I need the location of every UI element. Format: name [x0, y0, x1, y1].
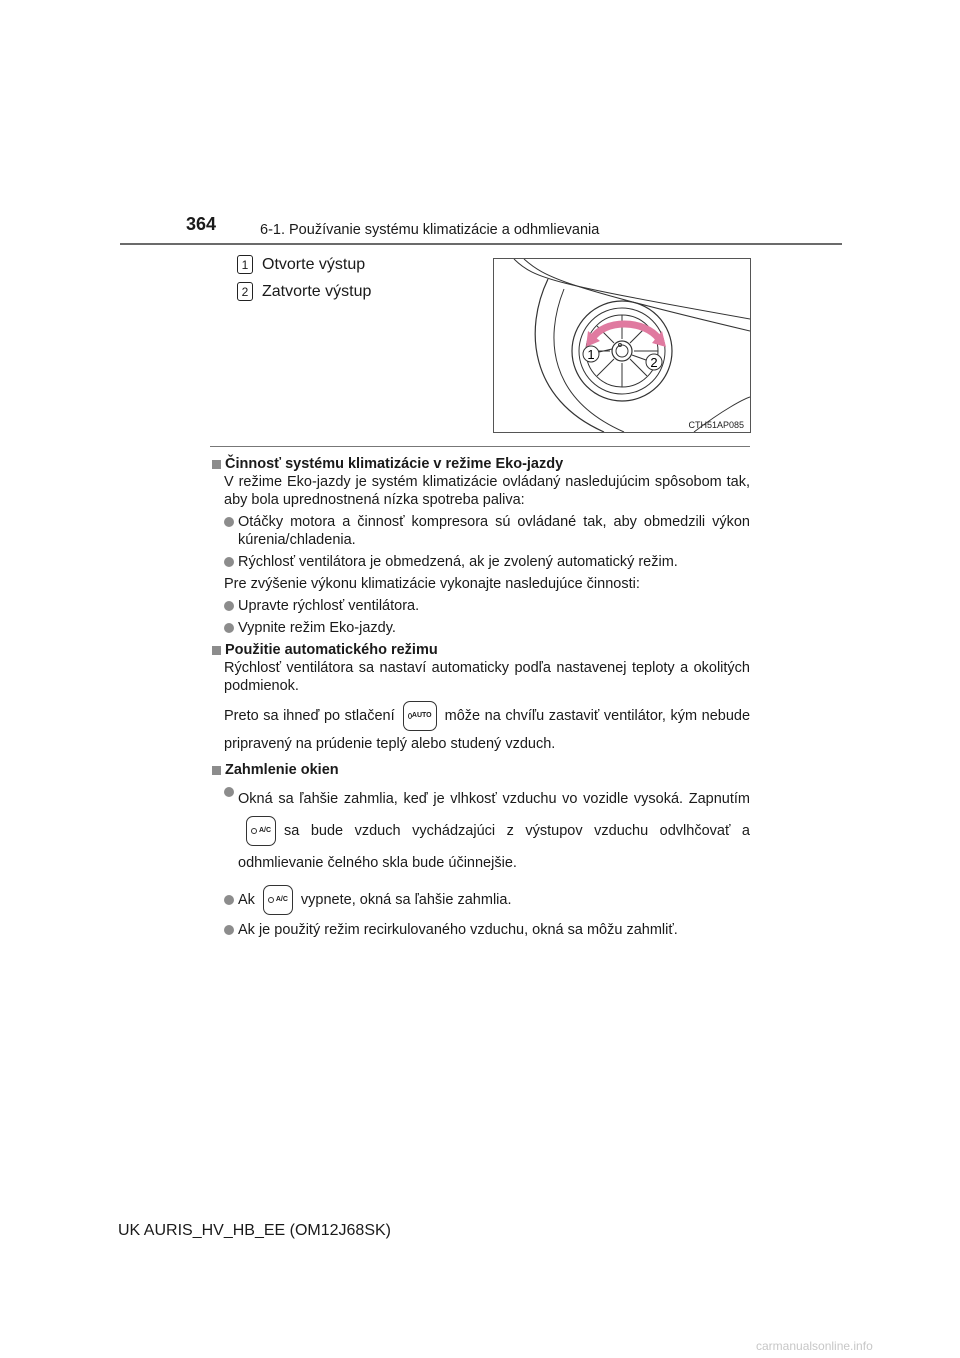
legend-number-2: 2 — [237, 282, 253, 301]
watermark: carmanualsonline.info — [756, 1339, 873, 1353]
eco-bullet-4-text: Vypnite režim Eko-jazdy. — [238, 620, 396, 636]
ac-button-label: A/C — [275, 896, 288, 904]
auto-para-2-before: Preto sa ihneď po stlačení — [224, 707, 395, 724]
vent-illustration — [493, 258, 751, 433]
circle-bullet-icon — [224, 557, 234, 567]
ac-button-label: A/C — [258, 827, 271, 835]
fog-bullet-1 — [212, 783, 750, 879]
auto-button-icon — [403, 701, 437, 731]
fog-bullet-1-rest: sa bude vzduch vychádzajúci z výstupov vzduchu odvlhčovať a odhmlievanie čelného skla bude účinnejšie. — [238, 823, 750, 871]
legend-text-close: Zatvorte výstup — [262, 282, 372, 300]
fog-bullet-2-before: Ak — [238, 892, 255, 908]
figure-marker-2: 2 — [650, 355, 658, 370]
header-rule — [120, 243, 842, 245]
circle-bullet-icon — [224, 623, 234, 633]
auto-para-2-after: môže na chvíľu zastaviť ventilátor, kým nebude pripravený na prúdenie teplý alebo studený vzduch. — [224, 707, 751, 752]
eco-intro: V režime Eko-jazdy je systém klimatizácie ovládaný nasledujúcim spôsobom tak, aby bola uprednostnená nízka spotreba paliva: — [224, 474, 750, 508]
circle-bullet-icon — [224, 601, 234, 611]
auto-button-label: AUTO — [411, 712, 432, 719]
legend-item-close — [237, 282, 371, 301]
fog-bullet-3 — [212, 921, 750, 939]
fog-bullet-1-text — [238, 783, 750, 879]
main-content — [212, 455, 750, 939]
square-bullet-icon — [212, 460, 221, 469]
auto-heading — [212, 641, 750, 659]
ac-button-icon — [263, 885, 293, 915]
square-bullet-icon — [212, 646, 221, 655]
legend-number-1: 1 — [237, 255, 253, 274]
fog-bullet-2-text — [238, 885, 750, 915]
eco-para-2: Pre zvýšenie výkonu klimatizácie vykonajte nasledujúce činnosti: — [224, 576, 640, 592]
footer-model-code: UK AURIS_HV_HB_EE (OM12J68SK) — [118, 1222, 391, 1239]
eco-heading-text: Činnosť systému klimatizácie v režime Eko-jazdy — [225, 456, 564, 472]
section-title: 6-1. Používanie systému klimatizácie a odhmlievania — [260, 222, 600, 238]
figure-divider — [210, 446, 750, 447]
eco-bullet-1 — [212, 513, 750, 549]
figure-marker-1: 1 — [587, 347, 595, 362]
eco-bullet-2 — [212, 553, 750, 571]
auto-para-2 — [212, 701, 750, 757]
eco-bullet-3 — [212, 597, 750, 615]
page-number: 364 — [186, 214, 217, 234]
fog-heading-text: Zahmlenie okien — [225, 762, 339, 778]
fog-bullet-3-text: Ak je použitý režim recirkulovaného vzduchu, okná sa môžu zahmliť. — [238, 922, 678, 939]
fog-bullet-2-after: vypnete, okná sa ľahšie zahmlia. — [300, 892, 512, 908]
legend-item-open — [237, 255, 365, 274]
legend-text-open: Otvorte výstup — [262, 255, 366, 273]
eco-heading — [212, 455, 750, 473]
auto-heading-text: Použitie automatického režimu — [225, 642, 438, 658]
eco-bullet-4 — [212, 619, 750, 637]
eco-bullet-2-text: Rýchlosť ventilátora je obmedzená, ak je zvolený automatický režim. — [238, 554, 678, 570]
eco-bullet-1-text: Otáčky motora a činnosť kompresora sú ovládané tak, aby obmedzili výkon kúrenia/chladenia. — [238, 514, 750, 548]
circle-bullet-icon — [224, 895, 234, 905]
eco-bullet-3-text: Upravte rýchlosť ventilátora. — [238, 598, 420, 614]
figure-code: CTH51AP085 — [688, 420, 744, 430]
auto-para-1: Rýchlosť ventilátora sa nastaví automaticky podľa nastavenej teploty a okolitých podmienok. — [224, 660, 750, 694]
square-bullet-icon — [212, 766, 221, 775]
ac-button-icon — [246, 816, 276, 846]
circle-bullet-icon — [224, 517, 234, 527]
fog-bullet-1-line1: Okná sa ľahšie zahmlia, keď je vlhkosť vzduchu vo vozidle vysoká. Zapnutím — [238, 791, 750, 807]
fog-bullet-2 — [212, 885, 750, 915]
fog-heading — [212, 761, 750, 779]
circle-bullet-icon — [224, 925, 234, 935]
circle-bullet-icon — [224, 787, 234, 797]
